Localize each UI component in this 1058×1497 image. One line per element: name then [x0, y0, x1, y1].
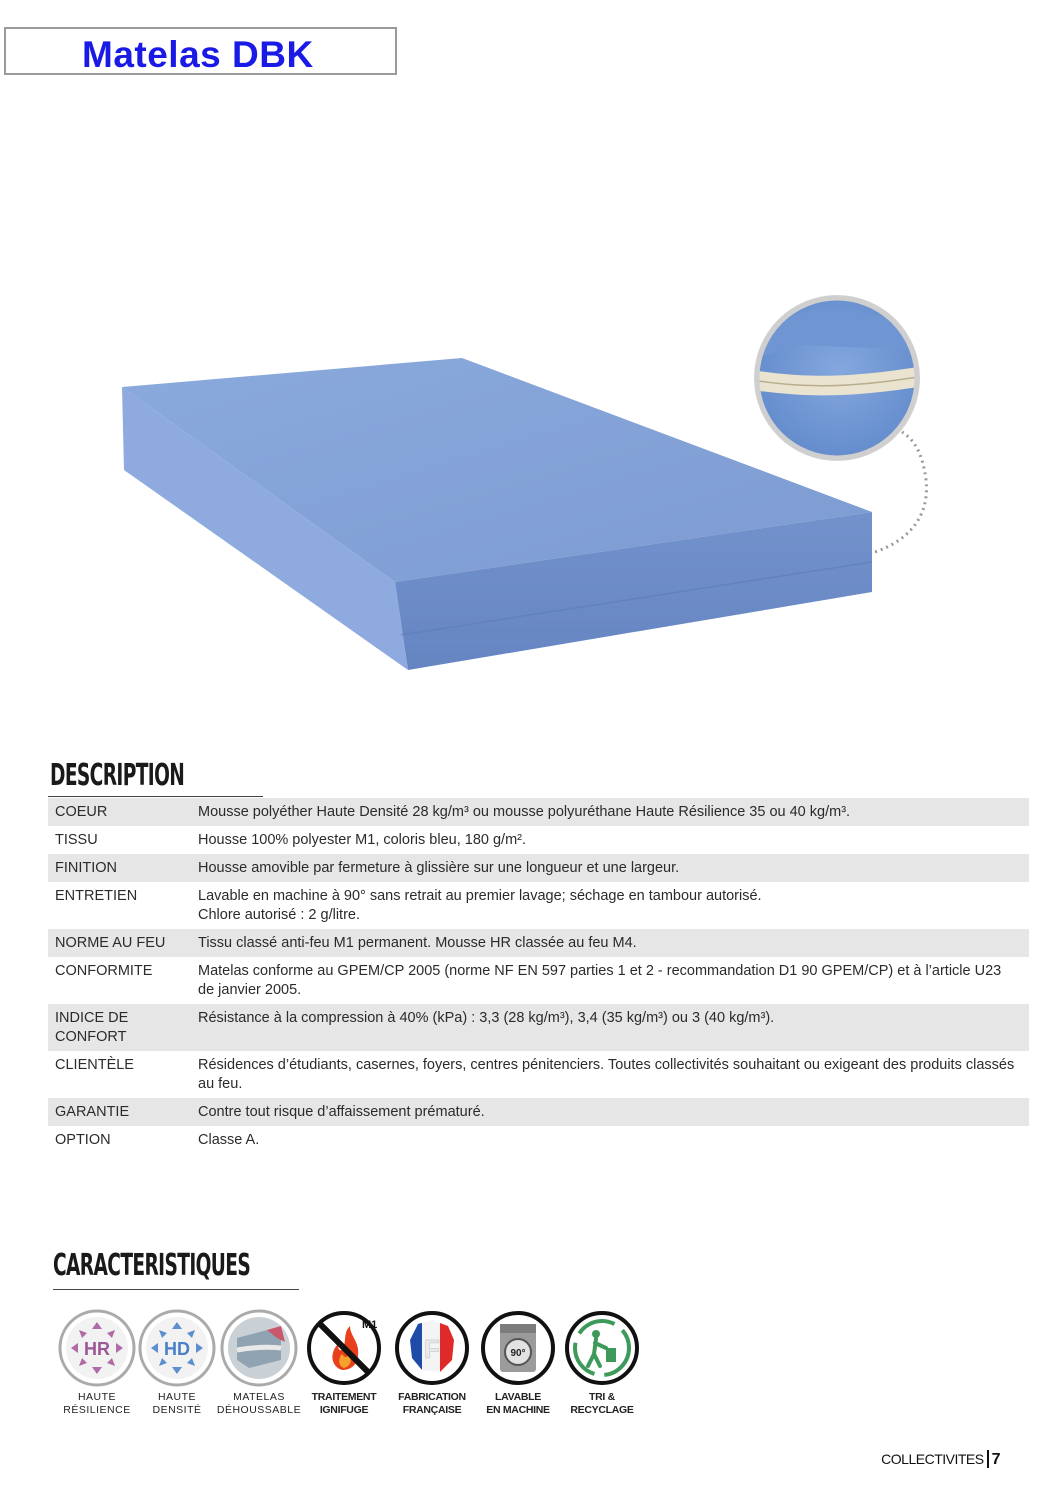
- description-label: OPTION: [55, 1132, 111, 1148]
- mattress-photo: [110, 290, 940, 680]
- fire-retardant-icon: [304, 1308, 384, 1388]
- description-label: GARANTIE: [55, 1104, 130, 1120]
- description-heading: DESCRIPTION: [50, 758, 185, 793]
- feature-matelas-dehoussable: [214, 1308, 304, 1417]
- caption-line-2: DÉHOUSSABLE: [216, 1404, 302, 1416]
- description-value: Contre tout risque d’affaissement prématuré.: [198, 1104, 485, 1120]
- description-row: [48, 1051, 1029, 1098]
- description-value: Résistance à la compression à 40% (kPa) : 3,3 (28 kg/m³), 3,4 (35 kg/m³) ou 3 (40 kg/m³).: [198, 1010, 775, 1026]
- description-value: Housse 100% polyester M1, coloris bleu, 180 g/m².: [198, 832, 527, 848]
- feature-haute-resilience: [52, 1308, 142, 1417]
- description-label: CLIENTÈLE: [55, 1057, 134, 1073]
- caption-line-2: RÉSILIENCE: [63, 1404, 131, 1416]
- description-label: COEUR: [55, 804, 108, 820]
- feature-tri-recyclage: [557, 1308, 647, 1417]
- removable-cover-icon: [219, 1308, 299, 1388]
- description-row: [48, 957, 1029, 1004]
- description-value: Lavable en machine à 90° sans retrait au premier lavage; séchage en tambour autorisé. Chlore autorisé : 2 g/litre.: [198, 888, 762, 923]
- hd-icon: [137, 1308, 217, 1388]
- description-row: [48, 1004, 1029, 1051]
- caption-line-1: HAUTE: [77, 1391, 117, 1403]
- 90-badge: 90°: [510, 1348, 526, 1359]
- description-label: INDICE DE CONFORT: [55, 1010, 129, 1045]
- title-box: [4, 27, 397, 75]
- characteristics-icons: [54, 1308, 654, 1428]
- description-label: TISSU: [55, 832, 98, 848]
- description-row: [48, 854, 1029, 882]
- caption-line-2: IGNIFUGE: [319, 1404, 369, 1416]
- caption-line-1: MATELAS: [233, 1391, 285, 1403]
- caption-line-1: FABRICATION: [398, 1391, 466, 1403]
- caption-line-2: DENSITÉ: [152, 1404, 202, 1416]
- feature-fabrication-francaise: [387, 1308, 477, 1417]
- page-footer: [881, 1450, 1000, 1469]
- f-badge: F: [424, 1334, 440, 1364]
- description-label: ENTRETIEN: [55, 888, 138, 904]
- description-value: Matelas conforme au GPEM/CP 2005 (norme NF EN 597 parties 1 et 2 - recommandation D1 90 GPEM/CP) et à l’article U23 de janvier 2005.: [198, 963, 1002, 998]
- caption-line-1: TRI &: [589, 1391, 615, 1403]
- description-value: Résidences d’étudiants, casernes, foyers, centres pénitenciers. Toutes collectivités souhaitant ou exigeant des produits classés au feu.: [198, 1057, 1015, 1092]
- hr-icon: [57, 1308, 137, 1388]
- feature-lavable-en-machine: [473, 1308, 563, 1417]
- m1-badge: M1: [362, 1319, 378, 1331]
- description-row: [48, 882, 1029, 929]
- recycle-icon: [562, 1308, 642, 1388]
- description-label: FINITION: [55, 860, 118, 876]
- description-row: [48, 929, 1029, 957]
- description-label: NORME AU FEU: [55, 935, 166, 951]
- footer-section: COLLECTIVITES: [881, 1451, 984, 1467]
- description-row: [48, 1098, 1029, 1126]
- hr-badge: HR: [84, 1339, 110, 1359]
- description-row: [48, 1126, 1029, 1154]
- france-map-icon: [392, 1308, 472, 1388]
- description-value: Housse amovible par fermeture à glissière sur une longueur et une largeur.: [198, 860, 680, 876]
- description-label: CONFORMITE: [55, 963, 153, 979]
- description-table: [48, 798, 1029, 1154]
- description-value: Classe A.: [198, 1132, 260, 1148]
- feature-haute-densite: [132, 1308, 222, 1417]
- caption-line-2: EN MACHINE: [486, 1404, 550, 1416]
- description-value: Mousse polyéther Haute Densité 28 kg/m³ ou mousse polyuréthane Haute Résilience 35 ou 40 kg/m³.: [198, 804, 851, 820]
- footer-separator: [987, 1450, 989, 1468]
- caption-line-2: FRANÇAISE: [402, 1404, 462, 1416]
- caption-line-2: RECYCLAGE: [570, 1404, 634, 1416]
- description-row: [48, 798, 1029, 826]
- page-title: Matelas DBK: [82, 34, 314, 75]
- washing-machine-icon: [478, 1308, 558, 1388]
- feature-traitement-ignifuge: [299, 1308, 389, 1417]
- caption-line-1: TRAITEMENT: [311, 1391, 377, 1403]
- page-number: 7: [991, 1451, 1000, 1468]
- caption-line-1: HAUTE: [157, 1391, 197, 1403]
- description-row: [48, 826, 1029, 854]
- description-rule: [48, 796, 263, 797]
- characteristics-heading: CARACTERISTIQUES: [53, 1248, 251, 1283]
- description-value: Tissu classé anti-feu M1 permanent. Mousse HR classée au feu M4.: [198, 935, 637, 951]
- hd-badge: HD: [164, 1339, 190, 1359]
- characteristics-rule: [53, 1289, 299, 1290]
- caption-line-1: LAVABLE: [495, 1391, 541, 1403]
